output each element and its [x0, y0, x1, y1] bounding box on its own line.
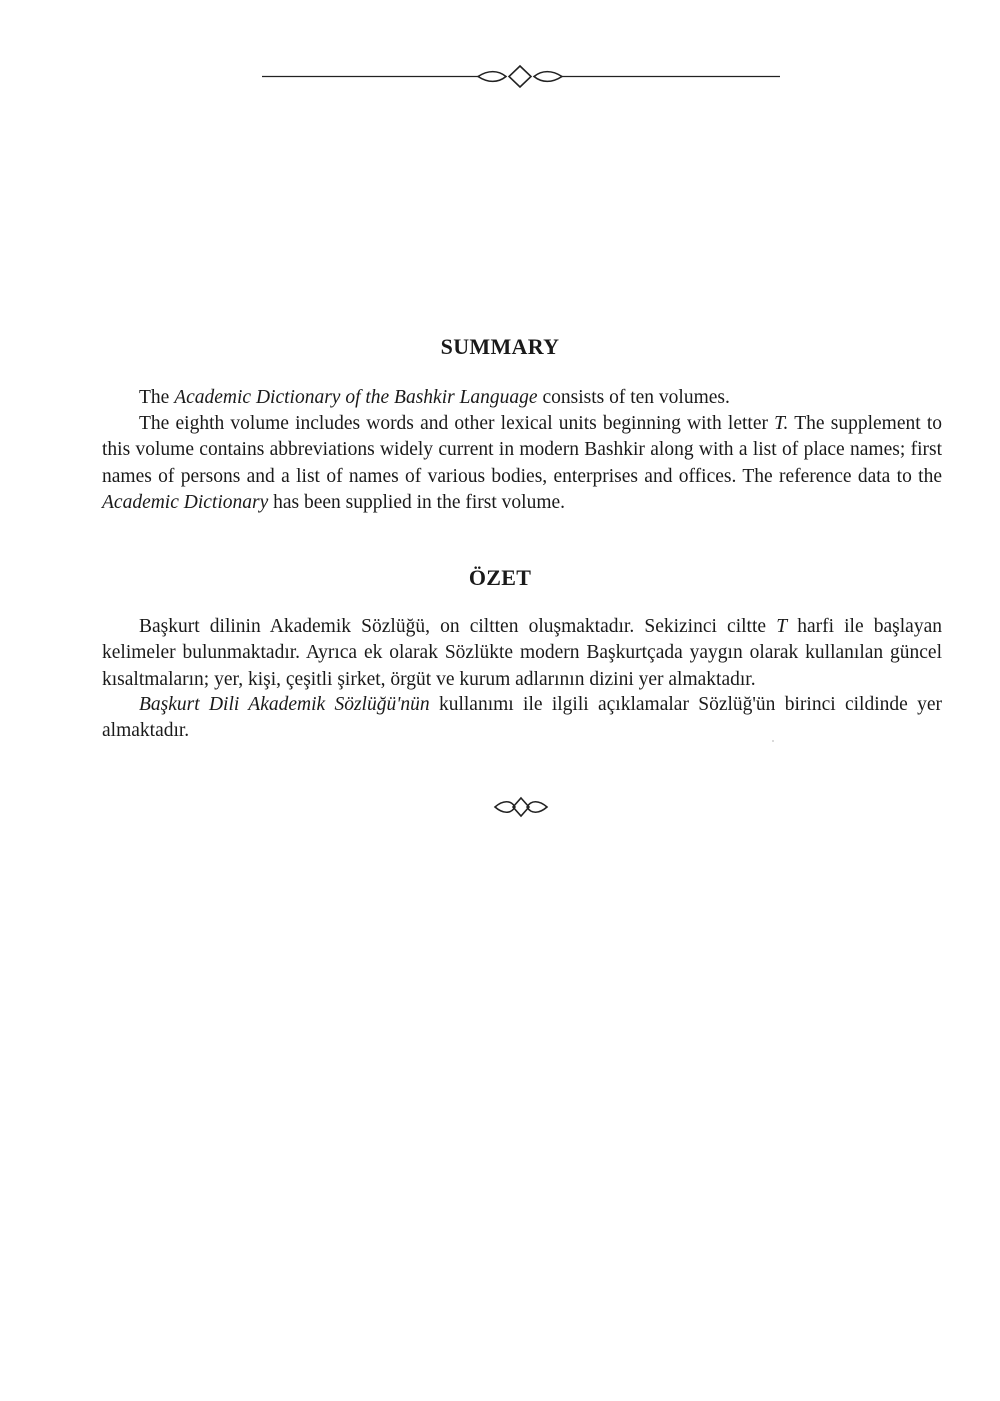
ozet-paragraph-2: Başkurt Dili Akademik Sözlüğü'nün kullanımı ile ilgili açıklamalar Sözlüğ'ün birinci cildinde yer almaktadır. — [102, 694, 942, 742]
top-ornament-rule-icon — [262, 64, 780, 88]
scan-speck — [772, 740, 774, 742]
ozet-heading: ÖZET — [468, 565, 532, 590]
bottom-ornament-fleuron-icon — [493, 796, 549, 818]
summary-paragraph-1: The Academic Dictionary of the Bashkir Language consists of ten volumes. — [139, 387, 730, 408]
ozet-paragraph-1: Başkurt dilinin Akademik Sözlüğü, on ciltten oluşmaktadır. Sekizinci ciltte T harfi ile başlayan kelimeler bulunmaktadır. Ayrıca ek olarak Sözlükte modern Başkurtçada yaygın olarak kullanılan güncel kısaltmaların; yer, kişi, çeşitli şirket, örgüt ve kurum adlarının dizini yer almaktadır. — [102, 616, 942, 690]
summary-heading: SUMMARY — [440, 334, 560, 359]
summary-paragraph-2: The eighth volume includes words and other lexical units beginning with letter T. The supplement to this volume contains abbreviations widely current in modern Bashkir along with a list of place names; first names of persons and a list of names of various bodies, enterprises and offices. The reference data to the Academic Dictionary has been supplied in the first volume. — [102, 413, 942, 513]
